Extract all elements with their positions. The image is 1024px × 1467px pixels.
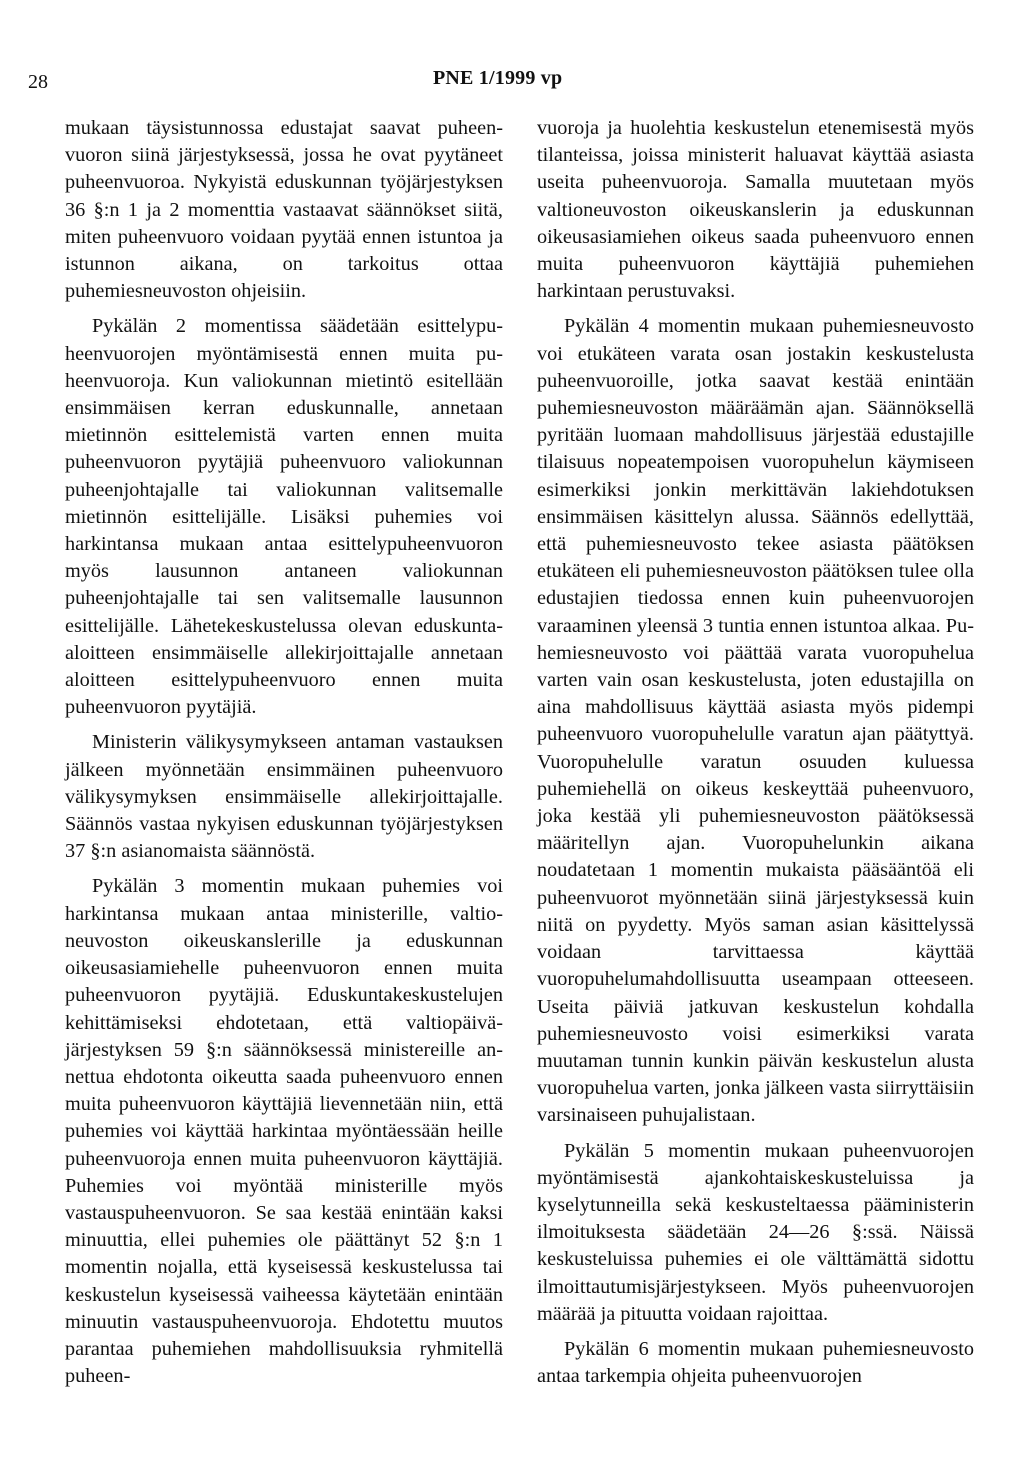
running-head: PNE 1/1999 vp <box>433 67 563 89</box>
paragraph-left-3: Ministerin välikysymykseen antaman vastauksen jälkeen myönnetään ensimmäinen puheenvuoro välikysymyksen ensimmäiselle allekirjoittajalle. Säännös vastaa nykyisen eduskunnan työjärjestyksen 37 §:n asianomaista säännöstä. <box>65 731 503 863</box>
left-text-column <box>65 115 503 1390</box>
right-text-column <box>537 115 974 1390</box>
paragraph-right-3: Pykälän 5 momentin mukaan puheenvuorojen myöntämisestä ajankohtaiskeskusteluissa ja kyselytunneilla sekä keskusteltaessa pääministerin ilmoituksesta säädetään 24—26 §:ssä. Näissä keskusteluissa puhemies ei ole välttämättä sidottu ilmoittautumisjärjestykseen. Myös puheenvuorojen määrää ja pituutta voidaan rajoittaa. <box>537 1139 974 1325</box>
paragraph-left-2: Pykälän 2 momentissa säädetään esittelypuheenvuorojen myöntämisestä ennen muita puheenvuoroja. Kun valiokunnan mietintö esitellään ensimmäisen kerran eduskunnalle, annetaan mietinnön esittelemistä varten ennen muita puheenvuoron pyytäjiä puheenvuoro valiokunnan puheenjohtajalle tai valiokunnan valitsemalle mietinnön esittelijälle. Lisäksi puhemies voi harkintansa mukaan antaa esittelypuheenvuoron myös lausunnon antaneen valiokunnan puheenjohtajalle tai sen valitsemalle lausunnon esittelijälle. Lähetekeskustelussa olevan eduskunta-aloitteen ensimmäiselle allekirjoittajalle annetaan aloitteen esittelypuheenvuoro ennen muita puheenvuoron pyytäjiä. <box>65 315 503 719</box>
paragraph-right-2: Pykälän 4 momentin mukaan puhemiesneuvosto voi etukäteen varata osan jostakin keskustelusta puheenvuoroille, jotka saavat kestää enintään puhemiesneuvoston määräämän ajan. Säännöksellä pyritään luomaan mahdollisuus järjestää edustajille tilaisuus nopeatempoisen vuoropuhelun käymiseen esimerkiksi jonkin merkittävän lakiehdotuksen ensimmäisen käsittelyn alussa. Säännös edellyttää, että puhemiesneuvosto tekee asiasta päätöksen etukäteen eli puhemiesneuvoston päätöksen tulee olla edustajien tiedossa ennen kuin puheenvuorojen varaaminen yleensä 3 tuntia ennen istuntoa alkaa. Puhemiesneuvosto voi päättää varata vuoropuhelua varten vain osan keskustelusta, joten edustajilla on aina mahdollisuus käyttää asiasta myös pidempi puheenvuoro vuoropuhelulle varatun ajan päätyttyä. Vuoropuhelulle varatun osuuden kuluessa puhemiehellä on oikeus keskeyttää puheenvuoro, joka kestää yli puhemiesneuvoston päätöksessä määritellyn ajan. Vuoropuhelunkin aikana noudatetaan 1 momentin mukaista pääsääntöä eli puheenvuorot myönnetään siinä järjestyksessä kuin niitä on pyydetty. Myös saman asian käsittelyssä voidaan tarvittaessa käyttää vuoropuhelumahdollisuutta useampaan otteeseen. Useita päiviä jatkuvan keskustelun kohdalla puhemiesneuvosto voisi esimerkiksi varata muutaman tunnin kunkin päivän keskustelun alusta vuoropuhelua varten, jonka jälkeen vasta siirryttäisiin varsinaiseen puhujalistaan. <box>537 315 974 1127</box>
page-number: 28 <box>28 71 48 93</box>
paragraph-right-1: vuoroja ja huolehtia keskustelun etenemisestä myös tilanteissa, joissa ministerit haluavat käyttää asiasta useita puheenvuoroja. Samalla muutetaan myös valtioneuvoston oikeuskanslerin ja eduskunnan oikeusasiamiehen oikeus saada puheenvuoro ennen muita puheenvuoron käyttäjiä puhemiehen harkintaan perustuvaksi. <box>537 117 974 303</box>
paragraph-right-4: Pykälän 6 momentin mukaan puhemiesneuvosto antaa tarkempia ohjeita puheenvuorojen <box>537 1337 974 1388</box>
paragraph-left-4: Pykälän 3 momentin mukaan puhemies voi harkintansa mukaan antaa ministerille, valtioneuvoston oikeuskanslerille ja eduskunnan oikeusasiamiehelle puheenvuoron ennen muita puheenvuoron pyytäjiä. Eduskuntakeskustelujen kehittämiseksi ehdotetaan, että valtiopäiväjärjestyksen 59 §:n säännöksessä ministereille annettua ehdotonta oikeutta saada puheenvuoro ennen muita puheenvuoron käyttäjiä lievennetään niin, että puhemies voi käyttää harkintaa myöntäessään heille puheenvuoroja ennen muita puheenvuoron käyttäjiä. Puhemies voi myöntää ministerille myös vastauspuheenvuoron. Se saa kestää enintään kaksi minuuttia, ellei puhemies ole päättänyt 52 §:n 1 momentin nojalla, että kyseisessä keskustelussa tai keskustelun kyseisessä vaiheessa käytetään enintään minuutin vastauspuheenvuoroja. Ehdotettu muutos parantaa puhemiehen mahdollisuuksia ryhmitellä puheen- <box>65 875 503 1388</box>
paragraph-left-1: mukaan täysistunnossa edustajat saavat puheenvuoron siinä järjestyksessä, jossa he ovat pyytäneet puheenvuoroa. Nykyistä eduskunnan työjärjestyksen 36 §:n 1 ja 2 momenttia vastaavat säännökset siitä, miten puheenvuoro voidaan pyytää ennen istuntoa ja istunnon aikana, on tarkoitus ottaa puhemiesneuvoston ohjeisiin. <box>65 117 503 303</box>
